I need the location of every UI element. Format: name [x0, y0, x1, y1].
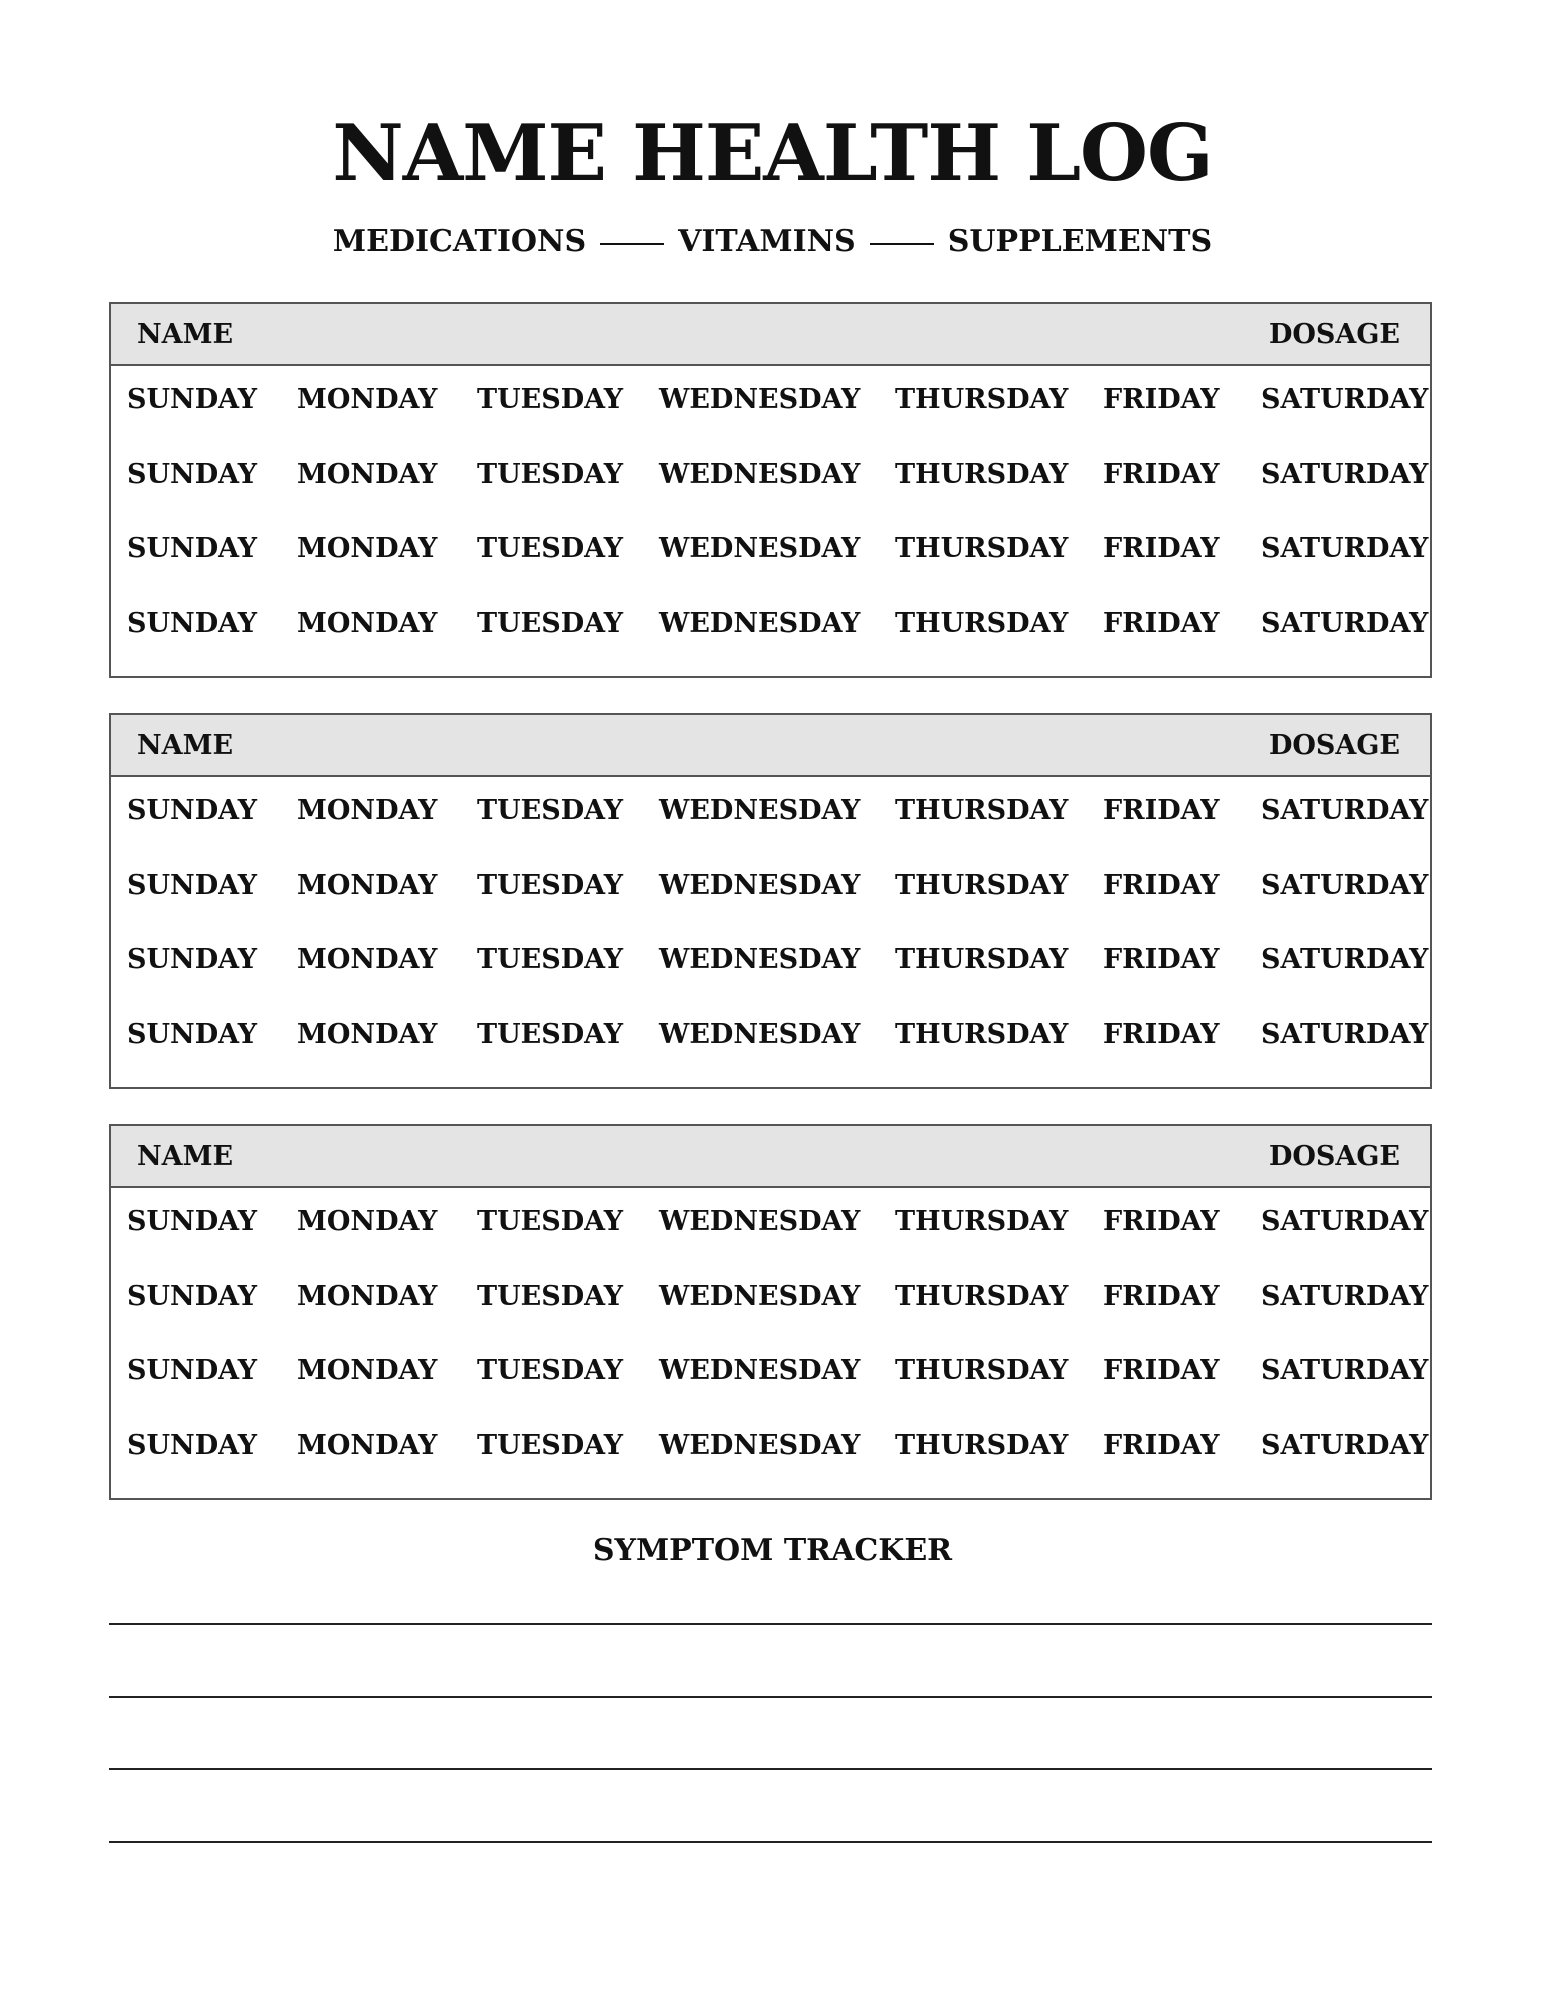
day-checkbox-wednesday[interactable]: WEDNESDAY	[659, 384, 861, 415]
name-label: NAME	[137, 729, 234, 761]
day-row	[111, 604, 1430, 644]
symptom-write-line[interactable]	[109, 1768, 1432, 1770]
day-checkbox-thursday[interactable]: THURSDAY	[895, 459, 1069, 490]
day-checkbox-monday[interactable]: MONDAY	[297, 1355, 438, 1386]
dosage-label: DOSAGE	[1268, 318, 1400, 350]
day-checkbox-saturday[interactable]: SATURDAY	[1261, 1019, 1429, 1050]
day-checkbox-tuesday[interactable]: TUESDAY	[477, 795, 624, 826]
day-checkbox-monday[interactable]: MONDAY	[297, 795, 438, 826]
day-checkbox-thursday[interactable]: THURSDAY	[895, 384, 1069, 415]
subtitle	[0, 222, 1545, 262]
day-checkbox-monday[interactable]: MONDAY	[297, 384, 438, 415]
day-checkbox-tuesday[interactable]: TUESDAY	[477, 1430, 624, 1461]
day-checkbox-tuesday[interactable]: TUESDAY	[477, 870, 624, 901]
day-checkbox-thursday[interactable]: THURSDAY	[895, 1281, 1069, 1312]
page-title: NAME HEALTH LOG	[332, 108, 1213, 199]
day-checkbox-monday[interactable]: MONDAY	[297, 608, 438, 639]
medication-header	[111, 715, 1430, 777]
day-row	[111, 380, 1430, 420]
day-checkbox-saturday[interactable]: SATURDAY	[1261, 870, 1429, 901]
day-checkbox-thursday[interactable]: THURSDAY	[895, 1430, 1069, 1461]
day-checkbox-saturday[interactable]: SATURDAY	[1261, 384, 1429, 415]
day-row	[111, 866, 1430, 906]
day-checkbox-sunday[interactable]: SUNDAY	[127, 1430, 258, 1461]
day-checkbox-friday[interactable]: FRIDAY	[1103, 1355, 1220, 1386]
day-row	[111, 1351, 1430, 1391]
day-checkbox-friday[interactable]: FRIDAY	[1103, 533, 1220, 564]
day-checkbox-friday[interactable]: FRIDAY	[1103, 1206, 1220, 1237]
day-checkbox-wednesday[interactable]: WEDNESDAY	[659, 1019, 861, 1050]
day-checkbox-friday[interactable]: FRIDAY	[1103, 1430, 1220, 1461]
day-checkbox-friday[interactable]: FRIDAY	[1103, 608, 1220, 639]
day-checkbox-saturday[interactable]: SATURDAY	[1261, 608, 1429, 639]
day-checkbox-friday[interactable]: FRIDAY	[1103, 459, 1220, 490]
subtitle-supplements: SUPPLEMENTS	[947, 224, 1213, 259]
medication-block	[109, 1124, 1432, 1500]
day-checkbox-sunday[interactable]: SUNDAY	[127, 384, 258, 415]
symptom-tracker-title: SYMPTOM TRACKER	[592, 1533, 953, 1568]
day-checkbox-wednesday[interactable]: WEDNESDAY	[659, 1430, 861, 1461]
day-checkbox-saturday[interactable]: SATURDAY	[1261, 1355, 1429, 1386]
day-checkbox-sunday[interactable]: SUNDAY	[127, 1206, 258, 1237]
day-checkbox-monday[interactable]: MONDAY	[297, 1281, 438, 1312]
day-checkbox-tuesday[interactable]: TUESDAY	[477, 1281, 624, 1312]
symptom-write-line[interactable]	[109, 1841, 1432, 1843]
day-checkbox-tuesday[interactable]: TUESDAY	[477, 384, 624, 415]
day-checkbox-friday[interactable]: FRIDAY	[1103, 870, 1220, 901]
medication-header	[111, 304, 1430, 366]
day-checkbox-friday[interactable]: FRIDAY	[1103, 795, 1220, 826]
day-checkbox-wednesday[interactable]: WEDNESDAY	[659, 1281, 861, 1312]
day-checkbox-monday[interactable]: MONDAY	[297, 533, 438, 564]
day-checkbox-tuesday[interactable]: TUESDAY	[477, 533, 624, 564]
day-row	[111, 1202, 1430, 1242]
day-checkbox-saturday[interactable]: SATURDAY	[1261, 795, 1429, 826]
day-checkbox-thursday[interactable]: THURSDAY	[895, 608, 1069, 639]
dosage-label: DOSAGE	[1268, 1140, 1400, 1172]
day-checkbox-sunday[interactable]: SUNDAY	[127, 1019, 258, 1050]
day-checkbox-thursday[interactable]: THURSDAY	[895, 1355, 1069, 1386]
day-checkbox-thursday[interactable]: THURSDAY	[895, 795, 1069, 826]
day-checkbox-saturday[interactable]: SATURDAY	[1261, 1430, 1429, 1461]
day-checkbox-tuesday[interactable]: TUESDAY	[477, 1206, 624, 1237]
day-checkbox-saturday[interactable]: SATURDAY	[1261, 459, 1429, 490]
name-label: NAME	[137, 1140, 234, 1172]
day-checkbox-tuesday[interactable]: TUESDAY	[477, 1355, 624, 1386]
name-label: NAME	[137, 318, 234, 350]
day-checkbox-monday[interactable]: MONDAY	[297, 1206, 438, 1237]
day-checkbox-thursday[interactable]: THURSDAY	[895, 944, 1069, 975]
day-checkbox-wednesday[interactable]: WEDNESDAY	[659, 1355, 861, 1386]
day-row	[111, 1015, 1430, 1055]
subtitle-medications: MEDICATIONS	[332, 224, 587, 259]
day-checkbox-monday[interactable]: MONDAY	[297, 1430, 438, 1461]
day-checkbox-thursday[interactable]: THURSDAY	[895, 870, 1069, 901]
subtitle-dash	[600, 243, 664, 245]
day-checkbox-friday[interactable]: FRIDAY	[1103, 1019, 1220, 1050]
subtitle-dash	[870, 243, 934, 245]
day-checkbox-wednesday[interactable]: WEDNESDAY	[659, 608, 861, 639]
day-checkbox-wednesday[interactable]: WEDNESDAY	[659, 459, 861, 490]
day-checkbox-tuesday[interactable]: TUESDAY	[477, 608, 624, 639]
day-checkbox-thursday[interactable]: THURSDAY	[895, 533, 1069, 564]
day-checkbox-wednesday[interactable]: WEDNESDAY	[659, 870, 861, 901]
day-checkbox-tuesday[interactable]: TUESDAY	[477, 459, 624, 490]
day-checkbox-saturday[interactable]: SATURDAY	[1261, 944, 1429, 975]
day-checkbox-friday[interactable]: FRIDAY	[1103, 1281, 1220, 1312]
day-checkbox-tuesday[interactable]: TUESDAY	[477, 944, 624, 975]
day-checkbox-saturday[interactable]: SATURDAY	[1261, 533, 1429, 564]
day-checkbox-saturday[interactable]: SATURDAY	[1261, 1281, 1429, 1312]
day-checkbox-monday[interactable]: MONDAY	[297, 870, 438, 901]
day-checkbox-wednesday[interactable]: WEDNESDAY	[659, 795, 861, 826]
day-checkbox-wednesday[interactable]: WEDNESDAY	[659, 944, 861, 975]
day-checkbox-sunday[interactable]: SUNDAY	[127, 1281, 258, 1312]
day-row	[111, 1277, 1430, 1317]
day-row	[111, 791, 1430, 831]
day-checkbox-thursday[interactable]: THURSDAY	[895, 1019, 1069, 1050]
day-row	[111, 1426, 1430, 1466]
day-checkbox-friday[interactable]: FRIDAY	[1103, 944, 1220, 975]
day-checkbox-sunday[interactable]: SUNDAY	[127, 795, 258, 826]
medication-header	[111, 1126, 1430, 1188]
symptom-write-line[interactable]	[109, 1623, 1432, 1625]
day-checkbox-sunday[interactable]: SUNDAY	[127, 870, 258, 901]
symptom-write-line[interactable]	[109, 1696, 1432, 1698]
day-checkbox-saturday[interactable]: SATURDAY	[1261, 1206, 1429, 1237]
day-checkbox-sunday[interactable]: SUNDAY	[127, 1355, 258, 1386]
day-checkbox-monday[interactable]: MONDAY	[297, 459, 438, 490]
subtitle-vitamins: VITAMINS	[678, 224, 856, 259]
day-checkbox-monday[interactable]: MONDAY	[297, 944, 438, 975]
day-row	[111, 529, 1430, 569]
day-checkbox-thursday[interactable]: THURSDAY	[895, 1206, 1069, 1237]
dosage-label: DOSAGE	[1268, 729, 1400, 761]
day-checkbox-wednesday[interactable]: WEDNESDAY	[659, 1206, 861, 1237]
day-checkbox-friday[interactable]: FRIDAY	[1103, 384, 1220, 415]
day-checkbox-monday[interactable]: MONDAY	[297, 1019, 438, 1050]
day-checkbox-tuesday[interactable]: TUESDAY	[477, 1019, 624, 1050]
medication-block	[109, 713, 1432, 1089]
day-checkbox-sunday[interactable]: SUNDAY	[127, 459, 258, 490]
day-checkbox-sunday[interactable]: SUNDAY	[127, 533, 258, 564]
day-checkbox-sunday[interactable]: SUNDAY	[127, 608, 258, 639]
day-checkbox-wednesday[interactable]: WEDNESDAY	[659, 533, 861, 564]
day-row	[111, 455, 1430, 495]
day-checkbox-sunday[interactable]: SUNDAY	[127, 944, 258, 975]
medication-block	[109, 302, 1432, 678]
day-row	[111, 940, 1430, 980]
